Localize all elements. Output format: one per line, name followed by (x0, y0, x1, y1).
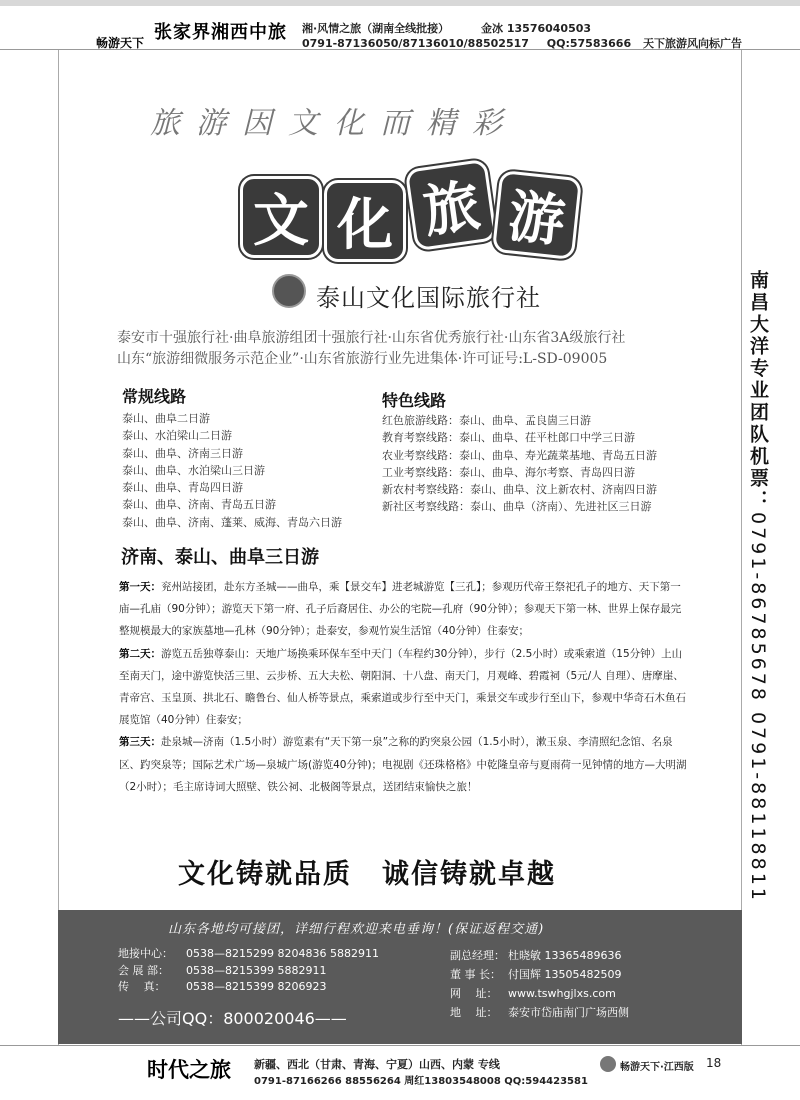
itinerary-day-3 (119, 731, 689, 798)
title-char-2: 化 (324, 180, 406, 262)
route-item: 红色旅游线路：泰山、曲阜、孟良崮三日游 (382, 414, 591, 427)
day-text: 游览五岳独尊泰山：天地广场换乘环保车至中天门（车程约30分钟），步行（2.5小时）或乘索道（15分钟）上山至南天门，途中游览快活三里、云步桥、五大夫松、朝阳洞、十八盘、南天门，月观峰、碧霞祠（5元/人 自理）、唐摩崖、青帝宫、玉皇顶、拱北石、瞻鲁台、仙人桥等景点，乘索道或步行至中天门，乘景交车或步行至山下，参观中华奇石木鱼石展览馆（40分钟）住泰安； (119, 647, 686, 727)
contact-panel (58, 910, 742, 1044)
contact-row (450, 946, 629, 965)
header-line2 (302, 35, 742, 51)
credentials-line: 山东“旅游细微服务示范企业”·山东省旅游行业先进集体·许可证号:L-SD-09005 (117, 351, 608, 367)
route-item: 泰山、曲阜、水泊梁山三日游 (122, 463, 265, 477)
page-footer (0, 1045, 800, 1100)
header-line1 (302, 20, 591, 36)
company-qq: ——公司QQ：800020046—— (118, 1009, 347, 1028)
tour-title: 济南、泰山、曲阜三日游 (121, 547, 319, 568)
title-char-1: 文 (240, 176, 322, 258)
contact-label: 网 址： (450, 987, 498, 1000)
contact-row (450, 1003, 629, 1022)
credentials (117, 328, 717, 370)
contact-value: 杜晓敏 13365489636 (508, 949, 622, 962)
agency-logo-icon (272, 274, 306, 308)
motto (178, 852, 556, 891)
contact-label: 会 展 部： (118, 963, 169, 977)
motto-part-2: 诚信铸就卓越 (382, 859, 556, 890)
day-label: 第一天： (119, 581, 161, 593)
contact-value: 0538—8215399 8206923 (186, 980, 327, 993)
vertical-ad-title: 南昌大洋专业团队机票： (747, 270, 769, 512)
footer-logo-icon (600, 1056, 616, 1072)
contact-row (118, 946, 379, 963)
contact-label: 传 真： (118, 980, 166, 993)
contact-row (450, 965, 629, 984)
panel-banner: 山东各地均可接团，详细行程欢迎来电垂询！(保证返程交通) (168, 922, 545, 937)
special-routes-list (382, 412, 657, 516)
header-ad: 天下旅游风向标广告 (642, 37, 742, 50)
website-value[interactable]: www.tswhgjlxs.com (508, 987, 616, 1000)
frame-right-rule (741, 50, 742, 1045)
route-item: 泰山、曲阜、青岛四日游 (122, 481, 243, 495)
route-item: 泰山、曲阜二日游 (122, 412, 210, 425)
contact-value: 0538—8215299 8204836 5882911 (186, 947, 379, 960)
regular-routes-list (122, 410, 342, 531)
contact-value: 泰安市岱庙南门广场西侧 (508, 1006, 629, 1019)
itinerary-day-1 (119, 576, 689, 643)
itinerary (119, 576, 689, 798)
header-qq: QQ:57583666 (546, 37, 632, 50)
contact-row (118, 963, 379, 980)
header-brand: 张家界湘西中旅 (154, 22, 287, 43)
route-item: 泰山、曲阜、济南、蓬莱、威海、青岛六日游 (122, 515, 342, 529)
day-text: 赴泉城—济南（1.5小时）游览素有“天下第一泉”之称的趵突泉公园（1.5小时），漱玉泉、李清照纪念馆、名泉区、趵突泉等；国际艺术广场—泉城广场(游览40分钟)；电视剧《还珠格格》中乾隆皇帝与夏雨荷一见钟情的地方—大明湖（2小时）；毛主席诗词大照壁、铁公祠、北极阁等景点，送团结束愉快之旅！ (119, 736, 687, 793)
frame-left-rule (58, 50, 59, 1045)
motto-part-1: 文化铸就品质 (178, 859, 352, 890)
agency-name: 泰山文化国际旅行社 (316, 284, 541, 312)
title-char-4: 游 (492, 170, 582, 260)
route-item: 新农村考察线路：泰山、曲阜、汶上新农村、济南四日游 (382, 483, 657, 497)
special-routes-title: 特色线路 (382, 391, 447, 410)
footer-tag: 畅游天下·江西版 (620, 1062, 694, 1073)
day-label: 第二天： (119, 647, 161, 660)
title-char-3: 旅 (405, 159, 498, 252)
footer-brand: 时代之旅 (147, 1058, 231, 1082)
contact-label: 董 事 长： (450, 968, 501, 981)
route-item: 泰山、曲阜、济南三日游 (122, 446, 243, 460)
route-item: 工业考察线路：泰山、曲阜、海尔考察、青岛四日游 (382, 465, 635, 479)
contact-label: 副总经理： (450, 949, 505, 962)
panel-right-contacts (450, 946, 629, 1022)
vertical-ad (746, 270, 772, 903)
header-tag: 畅游天下 (96, 36, 145, 50)
day-label: 第三天： (119, 736, 161, 749)
header-phones: 0791-87136050/87136010/88502517 (302, 37, 529, 50)
credentials-line: 泰安市十强旅行社·曲阜旅游组团十强旅行社·山东省优秀旅行社·山东省3A级旅行社 (117, 330, 626, 346)
page-header (0, 0, 800, 50)
itinerary-day-2 (119, 643, 689, 732)
day-text: 兖州站接团，赴东方圣城——曲阜，乘【景交车】进老城游览【三孔】；参观历代帝王祭祀孔子的地方、天下第一庙—孔庙（90分钟）；游览天下第一府、孔子后裔居住、办公的宅院—孔府（90分钟）；参观天下第一林、世界上保存最完整规模最大的家族墓地—孔林（90分钟）；赴泰安，参观竹炭生活馆（40分钟）住泰安； (119, 581, 682, 638)
big-title (232, 160, 582, 270)
panel-left-contacts (118, 946, 379, 996)
header-line1-title: 湘·风情之旅（湖南全线批接） (302, 22, 450, 35)
route-item: 新社区考察线路：泰山、曲阜（济南）、先进社区三日游 (382, 500, 652, 514)
regular-routes-title: 常规线路 (122, 387, 187, 406)
contact-row (450, 984, 629, 1003)
contact-label: 地 址： (450, 1006, 498, 1019)
footer-route: 新疆、西北（甘肃、青海、宁夏）山西、内蒙 专线 (254, 1058, 500, 1071)
route-item: 农业考察线路：泰山、曲阜、寿光蔬菜基地、青岛五日游 (382, 448, 657, 462)
route-item: 泰山、水泊梁山二日游 (122, 429, 232, 443)
footer-contact: 0791-87166266 88556264 周红13803548008 QQ:594423581 (254, 1076, 588, 1087)
route-item: 泰山、曲阜、济南、青岛五日游 (122, 498, 276, 512)
slogan-top: 旅游因文化而精彩 (150, 106, 518, 141)
contact-value: 付国辉 13505482509 (508, 968, 622, 981)
contact-row (118, 979, 379, 996)
contact-label: 地接中心： (118, 947, 173, 960)
page-number: 18 (706, 1056, 722, 1070)
route-item: 教育考察线路：泰山、曲阜、茌平杜郎口中学三日游 (382, 431, 635, 445)
header-line1-contact: 金冰 13576040503 (481, 22, 592, 35)
vertical-ad-phones: 0791-86785678 0791-88118811 (747, 512, 769, 903)
contact-value: 0538—8215399 5882911 (186, 963, 327, 977)
